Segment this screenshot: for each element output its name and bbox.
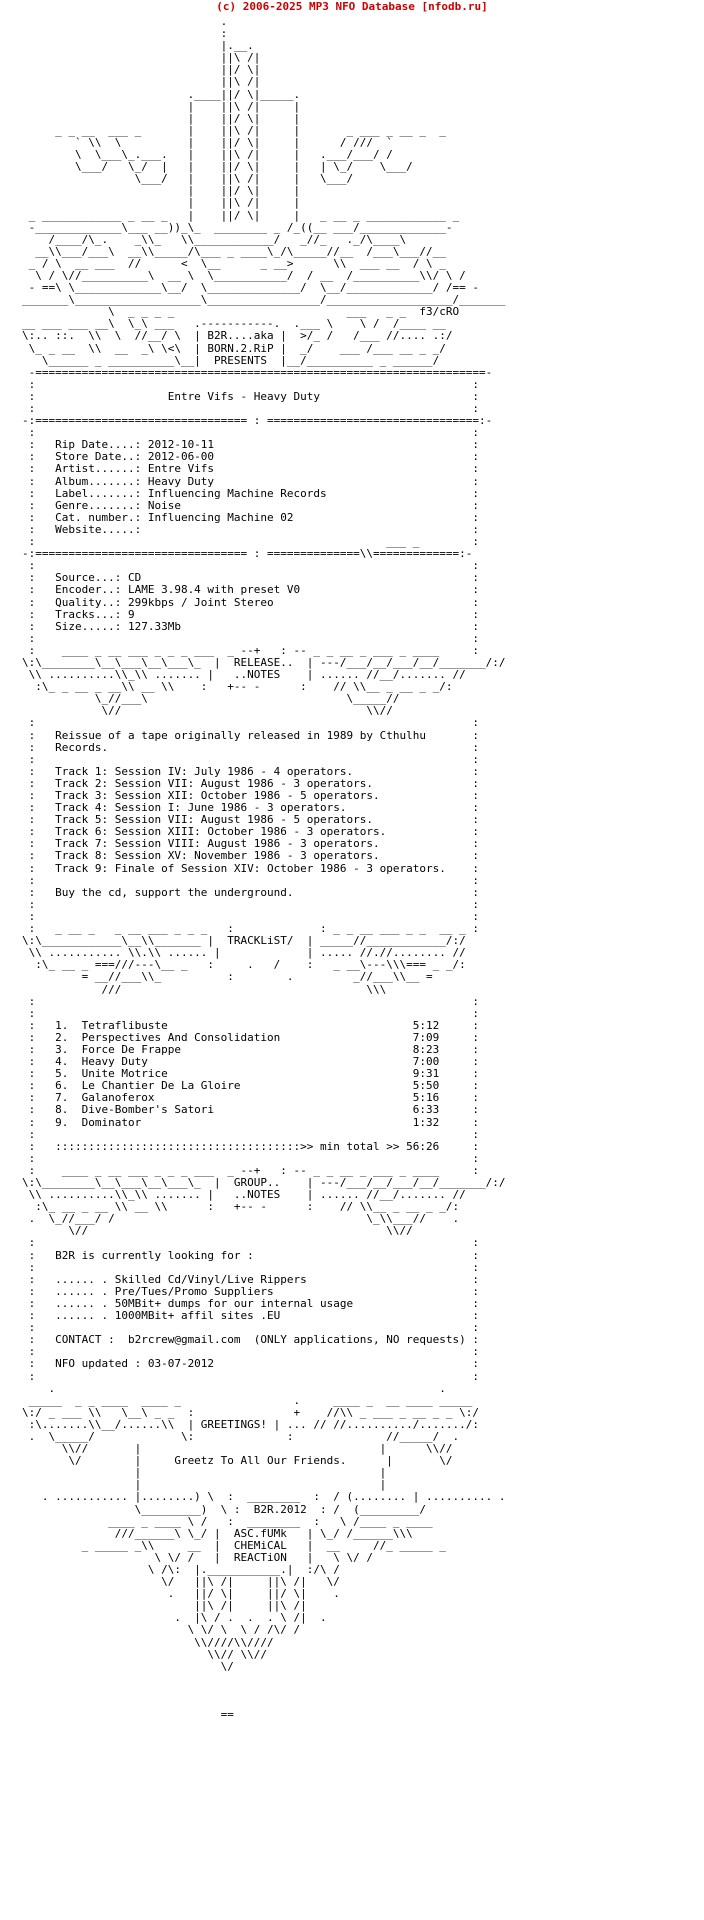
nfo-document: . : |.__. ||\ /| ||/ \| ||\ /| .____||/ \|_____. | ||\ /| | | ||/ \| | _ _ __ ___ _ | ||\ /| | _ ___ _ __ _ _ ` \\ \ | ||/ \| | / /// ` \ \___\_.___. | ||\ /| | .___/___/ / \___/ \_/ | | ||/ \| | | \_/ \___/ \___/ | ||\ /| | \___/ | ||/ \| | | ||\ /| | _ ____________ _ __ _ | ||/ \| | _ __ _ ____________ _ -_____________\___ __))_\_ ________ _ /_((__ ___/_____________- /____/\_. _\\_ \\____________/ _//_ ._/\____\ __\\___/___\ __\\_____/\___ _ ____\_/\_____//__ /___\___//__ _ / \ __ ___ // < \__ _ __> \\ ___ __ / \ _ \ / \//__________\ __ \ \___________/ / __ /__________\\/ \ / - ==\ \_____________\__/ \______________/ \__/_____________/ /== - _______\___________________\_________________/___________________/_______ \ _ _ _ _ ___ _ _ f3/cRO __ ___ ___ __\ \_\ ___ .-----------. .___ \ \ / /____ __ \:.. ::. \\ \ //__/ \ | B2R....aka | >/_ / /___ //.... .:/ \_ _ __ \\ __ _\ \<\ | BORN.2.RiP | _/ ___ /___ __ _ _/ \______ _ __________\__| PRESENTS |__/__________ _ ______/ -====================================================================- : : : Entre Vifs - Heavy Duty : : : -:================================ : ================================:- : : : Rip Date....: 2012-10-11 : : Store Date..: 2012-06-00 : : Artist......: Entre Vifs : : Album.......: Heavy Duty : : Label.......: Influencing Machine Records : : Genre.......: Noise : : Cat. number.: Influencing Machine 02 : : Website.....: : : ___ _ : -:================================ : ==============\\=============:- : : : Source...: CD : : Encoder..: LAME 3.98.4 with preset V0 : : Quality..: 299kbps / Joint Stereo : : Tracks...: 9 : : Size.....: 127.33Mb : : : : ____ _ __ ___ _ _ _ ___ _ --+ : -- _ _ __ _ ___ _ ____ : \:\________\__\___\__\___\_ | RELEASE.. | ---/___/__/___/__/_______/:/ \\ ..........\\_\\ ....... | ..NOTES | ...... //__/....... // :\_ _ __ _ __\\ __ \\ : +-- - : // \\__ _ __ _ _/: \_//___\ \_____// \// \\// : : : Reissue of a tape originally released in 1989 by Cthulhu : : Records. : : : : Track 1: Session IV: July 1986 - 4 operators. : : Track 2: Session VII: August 1986 - 3 operators. : : Track 3: Session XII: October 1986 - 5 operators. : : Track 4: Session I: June 1986 - 3 operators. : : Track 5: Session VII: August 1986 - 5 operators. : : Track 6: Session XIII: October 1986 - 3 operators. : : Track 7: Session VIII: August 1986 - 3 operators. : : Track 8: Session XV: November 1986 - 3 operators. : : Track 9: Finale of Session XIV: October 1986 - 3 operators. : : : : Buy the cd, support the underground. : : : : : : _ __ _ _ __ ___ _ _ _ : : _ _ __ ___ _ _ __ _ : \:\____________\__\\_______ | TRACKLiST/ | _____//____________/:/ \\ ........... \\.\\ ...... | | ..... //.//........ // :\_ __ _ ===///---\__ _ : . / : _ __\---\\\=== _ _/: = __//___\\_ : . _//___\\__ = /// \\\ : : : : : 1. Tetraflibuste 5:12 : : 2. Perspectives And Consolidation 7:09 : : 3. Force De Frappe 8:23 : : 4. Heavy Duty 7:00 : : 5. Unite Motrice 9:31 : : 6. Le Chantier De La Gloire 5:50 : : 7. Galanoferox 5:16 : : 8. Dive-Bomber's Satori 6:33 : : 9. Dominator 1:32 : : : : :::::::::::::::::::::::::::::::::::::>> min total >> 56:26 : : : : ____ _ __ ___ _ _ _ ___ _ --+ : -- _ _ __ _ ___ _ ____ : \:\________\__\___\__\___\_ | GROUP.. | ---/___/__/___/__/_______/:/ \\ ..........\\_\\ ....... | ..NOTES | ...... //__/....... // :\_ __ _ __ \\ __ \\ : +-- - : // \\__ _ __ _ _/: . \_//___/ / \_\\___// . \// \\// : : : B2R is currently looking for : : : : : ...... . Skilled Cd/Vinyl/Live Rippers : : ...... . Pre/Tues/Promo Suppliers : : ...... . 50MBit+ dumps for our internal usage : : ...... . 1000MBit+ affil sites .EU : : : : CONTACT : b2rcrew@gmail.com (ONLY applications, NO requests) : : : : NFO updated : 03-07-2012 : : : . . _____ _ _ ____ ____ _ . ____ _ __ ____ _____ \:/ _ ___ \\ \__\ _ _ : + //\\ _ ___ _ __ _ _ \:/ :\.......\\__/......\\ | GREETINGS! | ... // //........../......./: . \_____/ \: : //_____/ . \\// | | \\// \/ | Greetz To All Our Friends. | \/ | | | | . ........... |........) \ : ________ : / (........ | .......... . \_________) \ : B2R.2012 : / (_________/ ____ _ ____ \ / : ________ : \ /____ _ ____ ///______\ \_/ | ASC.fUMk | \_/ /______\\\ _ _____ _\\ __ | CHEMiCAL | __ //_ _____ _ \ \/ / | REACTiON | \ \/ / \ /\: |.___________.| :/\ / \/ ||\ /| ||\ /| \/ . ||/ \| ||/ \| . ||\ /| ||\ /| . |\ / . . . \ /| . \ \/ \ \ / /\/ / \\////\\//// \\// \\// \/ ==: [22, 15, 506, 1722]
site-copyright-header: (c) 2006-2025 MP3 NFO Database [nfodb.ru]: [216, 0, 488, 13]
